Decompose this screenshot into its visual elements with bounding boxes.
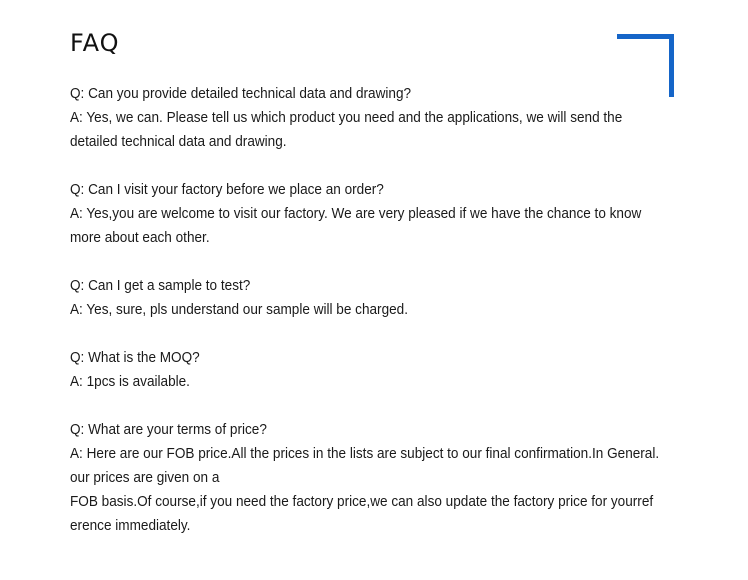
- faq-answer-line: more about each other.: [70, 230, 210, 246]
- faq-answer-line: A: Yes, we can. Please tell us which product you need and the applications, we will send the: [70, 110, 623, 126]
- faq-answer-line: A: Here are our FOB price.All the prices in the lists are subject to our final confirmation.In General.: [70, 446, 660, 462]
- faq-list: [70, 82, 670, 562]
- faq-item: [70, 82, 670, 154]
- faq-answer-line: A: Yes, sure, pls understand our sample will be charged.: [70, 302, 408, 318]
- faq-answer-line: our prices are given on a: [70, 470, 220, 486]
- faq-answer-line: A: 1pcs is available.: [70, 374, 190, 390]
- faq-answer-line: erence immediately.: [70, 518, 191, 534]
- faq-answer-line: A: Yes,you are welcome to visit our factory. We are very pleased if we have the chance to know: [70, 206, 642, 222]
- faq-item: [70, 178, 670, 250]
- faq-question: Q: Can I get a sample to test?: [70, 278, 251, 294]
- faq-item: [70, 274, 670, 322]
- page-title: FAQ: [70, 29, 120, 57]
- faq-answer-line: detailed technical data and drawing.: [70, 134, 287, 150]
- faq-question: Q: What are your terms of price?: [70, 422, 267, 438]
- faq-answer-line: FOB basis.Of course,if you need the factory price,we can also update the factory price for yourref: [70, 494, 654, 510]
- faq-question: Q: Can you provide detailed technical data and drawing?: [70, 86, 412, 102]
- faq-item: [70, 418, 670, 538]
- faq-question: Q: Can I visit your factory before we place an order?: [70, 182, 384, 198]
- faq-item: [70, 346, 670, 394]
- faq-question: Q: What is the MOQ?: [70, 350, 200, 366]
